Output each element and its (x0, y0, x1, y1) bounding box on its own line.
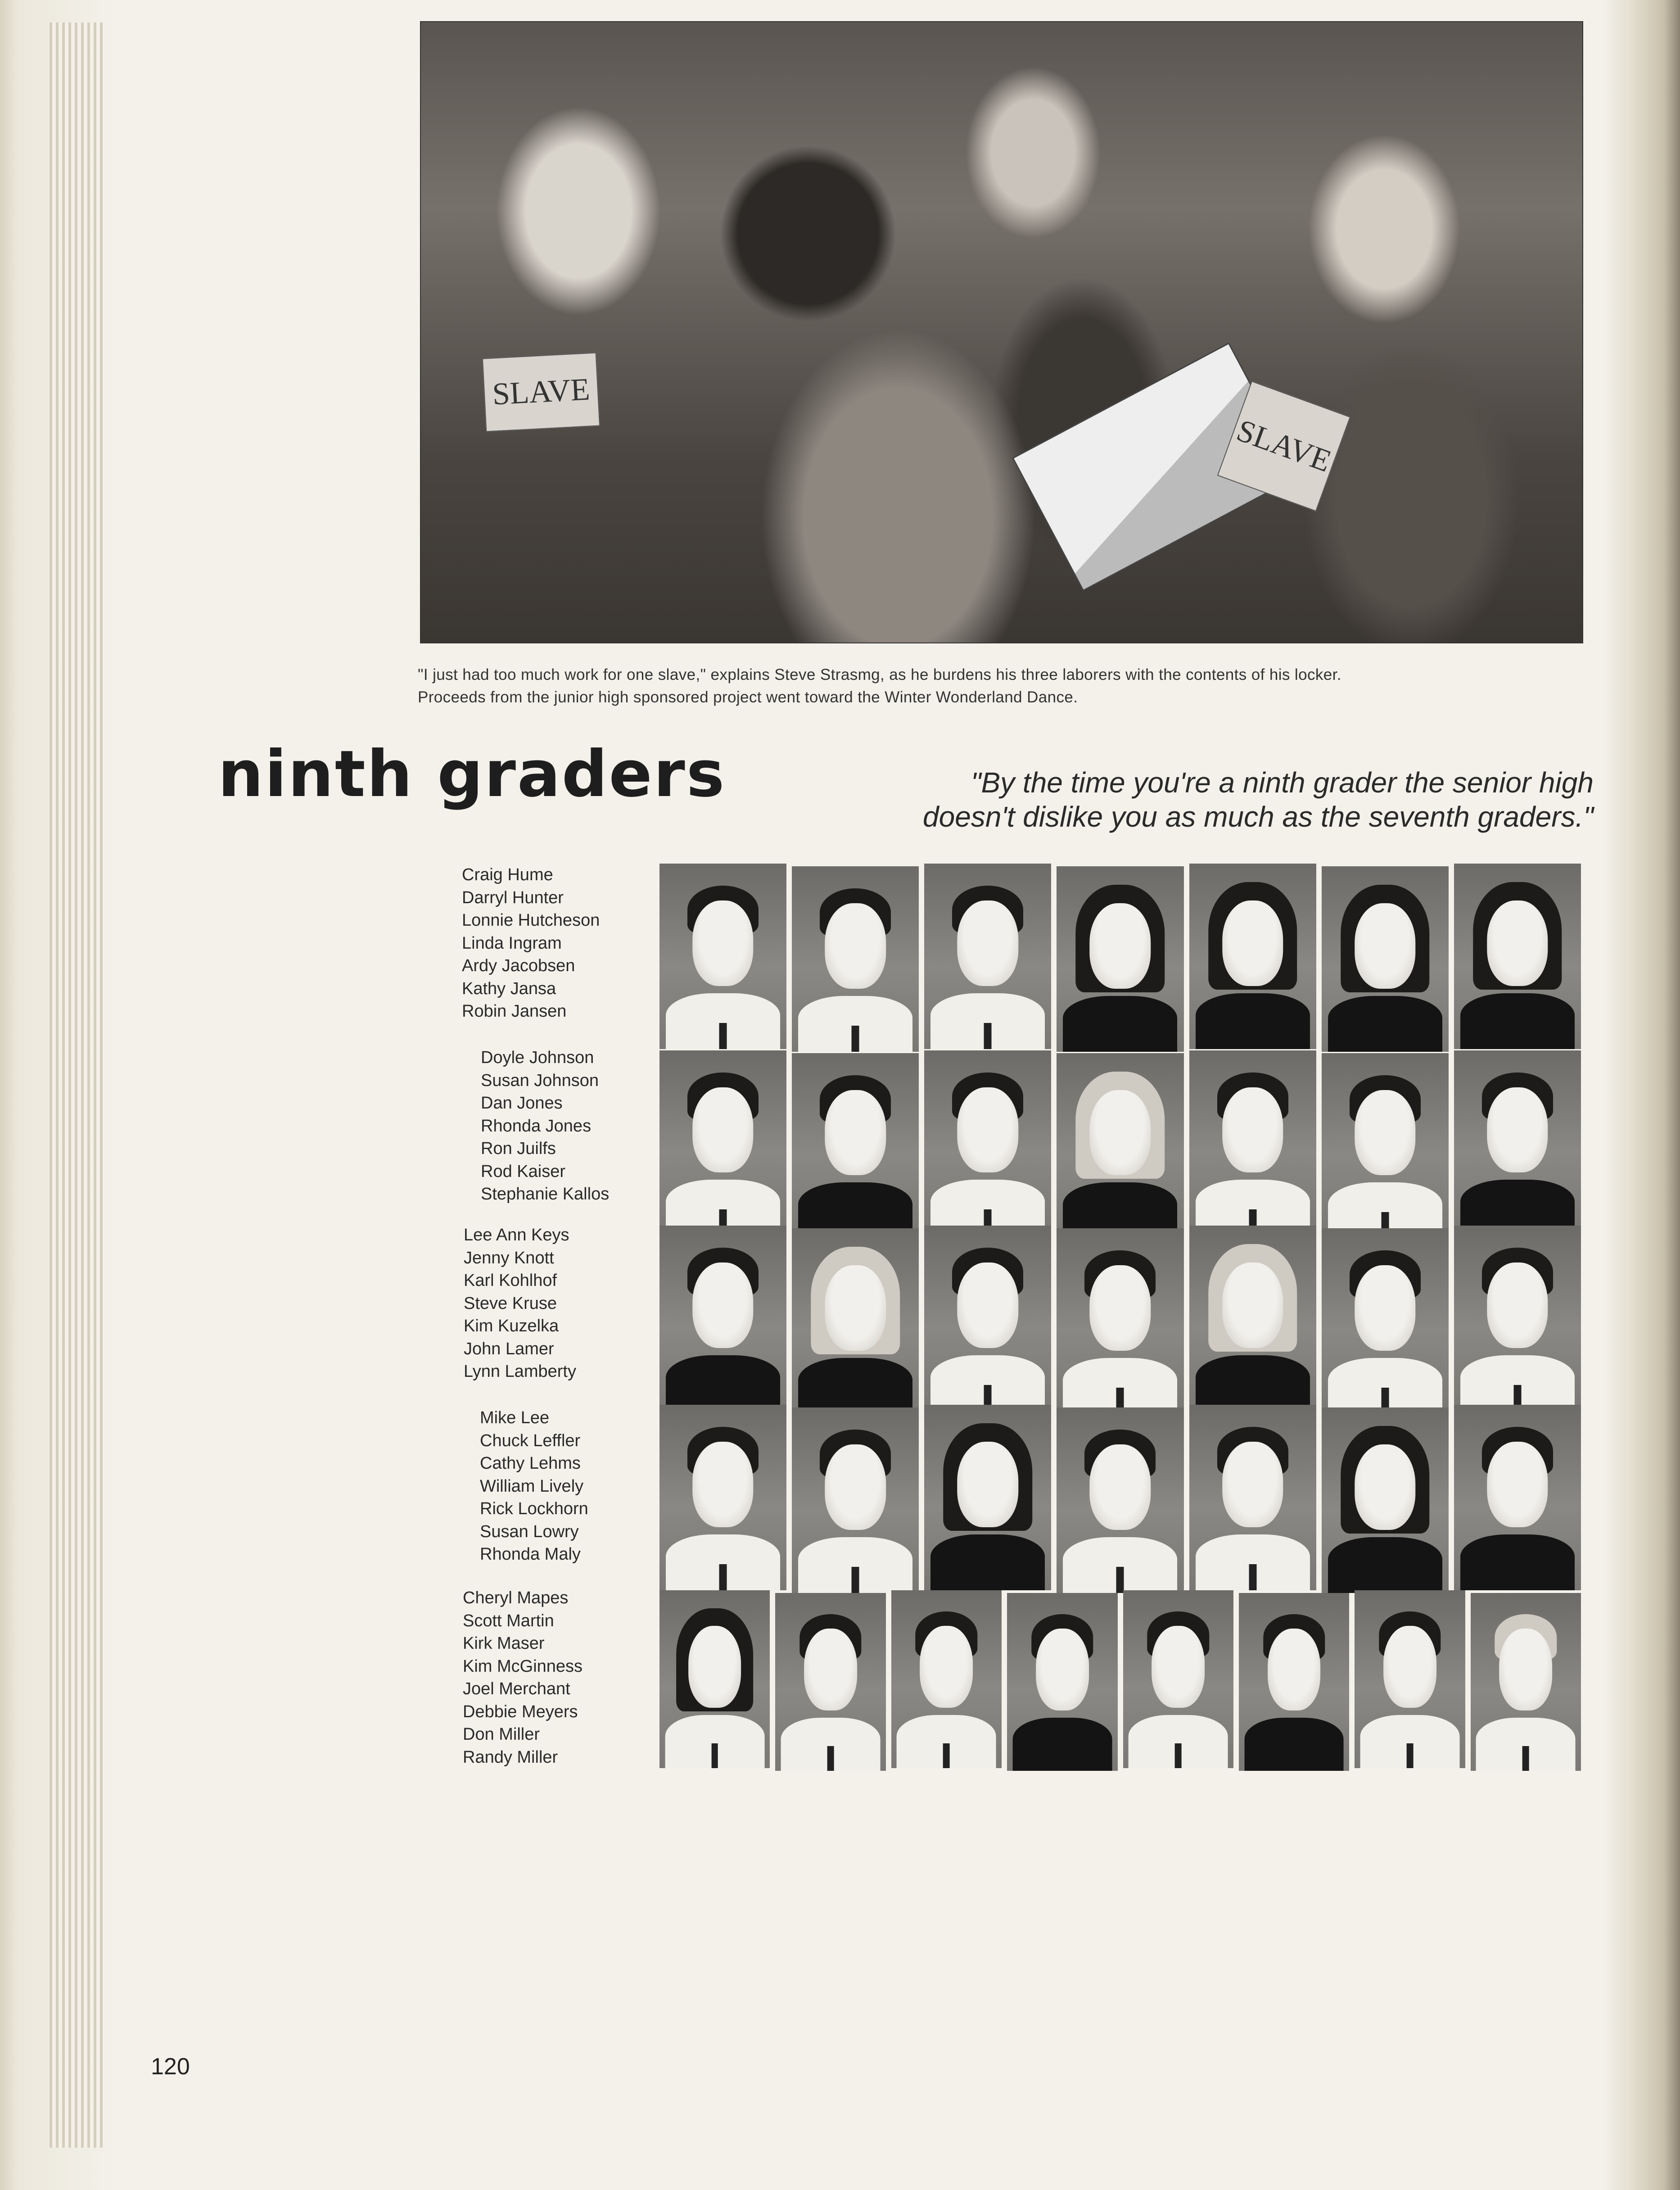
portrait-face (1268, 1629, 1321, 1710)
portrait-body (1460, 1534, 1575, 1590)
portrait-body (798, 1358, 912, 1414)
portrait-face (1090, 1265, 1151, 1351)
portrait-tie (827, 1746, 834, 1771)
portrait-face (825, 1444, 885, 1530)
portrait-body (1196, 993, 1310, 1049)
student-name: Kirk Maser (463, 1634, 545, 1653)
student-portrait (1454, 1226, 1581, 1411)
student-name: Rod Kaiser (481, 1162, 565, 1181)
student-portrait (1355, 1590, 1465, 1768)
student-portrait (1189, 864, 1316, 1049)
portrait-face (957, 1087, 1018, 1172)
portrait-face (1487, 1442, 1548, 1527)
name-list (464, 1224, 671, 1383)
student-portrait (1322, 1053, 1449, 1238)
student-name: Doyle Johnson (481, 1048, 594, 1067)
student-name: Ardy Jacobsen (462, 956, 575, 975)
portrait-tie (711, 1743, 718, 1768)
section-title: ninth graders (218, 737, 726, 811)
student-portrait (891, 1590, 1002, 1768)
student-portrait (659, 1405, 786, 1590)
portrait-body (666, 1355, 780, 1411)
student-name: Dan Jones (481, 1094, 563, 1113)
student-name: Kim Kuzelka (464, 1317, 559, 1335)
student-portrait (1322, 1407, 1449, 1593)
portrait-face (825, 1265, 885, 1351)
student-name: Randy Miller (463, 1747, 558, 1767)
portrait-face (1355, 1265, 1415, 1351)
name-list (480, 1407, 687, 1566)
student-portrait (659, 1050, 786, 1235)
portrait-body (930, 1534, 1045, 1590)
student-name: Cathy Lehms (480, 1454, 581, 1473)
student-portrait (924, 1405, 1051, 1590)
portrait-face (1036, 1629, 1089, 1710)
portrait-tie (852, 1026, 859, 1052)
student-portrait (1189, 1226, 1316, 1411)
student-name: Lonnie Hutcheson (462, 911, 600, 930)
portrait-face (804, 1629, 857, 1710)
student-portrait (792, 1053, 919, 1238)
student-name: Scott Martin (463, 1611, 554, 1630)
student-portrait (1007, 1593, 1117, 1771)
caption-line: Proceeds from the junior high sponsored project went toward the Winter Wonderland Dance. (418, 688, 1078, 706)
portrait-face (920, 1626, 973, 1708)
name-list (463, 1587, 670, 1769)
portrait-face (692, 1087, 753, 1172)
student-portrait (1471, 1593, 1581, 1771)
portrait-face (1487, 900, 1548, 986)
slave-sign: SLAVE (1217, 381, 1351, 512)
student-name: Kathy Jansa (462, 979, 556, 998)
page-binding (50, 23, 104, 2148)
portrait-tie (719, 1023, 727, 1049)
student-portrait (1454, 1405, 1581, 1590)
student-portrait (1322, 1228, 1449, 1414)
student-portrait (1189, 1050, 1316, 1235)
portrait-face (1222, 1262, 1283, 1348)
portrait-face (1090, 1090, 1151, 1175)
portrait-face (957, 1262, 1018, 1348)
student-name: Stephanie Kallos (481, 1185, 610, 1204)
student-portrait (1057, 1053, 1183, 1238)
portrait-face (1152, 1626, 1205, 1708)
portrait-tie (1407, 1743, 1414, 1768)
portrait-face (1487, 1087, 1548, 1172)
student-name: Craig Hume (462, 865, 553, 884)
portrait-tie (1249, 1564, 1256, 1590)
student-name: Rick Lockhorn (480, 1499, 588, 1518)
student-name: Mike Lee (480, 1408, 550, 1427)
portrait-face (1487, 1262, 1548, 1348)
student-portrait (1189, 1405, 1316, 1590)
student-name: Darryl Hunter (462, 888, 564, 907)
portrait-face (1090, 1444, 1151, 1530)
portrait-body (1063, 996, 1178, 1052)
name-list (481, 1046, 688, 1206)
student-name: Rhonda Jones (481, 1116, 592, 1136)
photo-caption (418, 664, 1588, 709)
student-portrait (659, 1590, 770, 1768)
student-name: Robin Jansen (462, 1002, 567, 1021)
quote-line: doesn't dislike you as much as the seventh graders." (923, 801, 1594, 833)
portrait-face (825, 903, 885, 989)
portrait-face (1355, 903, 1415, 989)
portrait-tie (943, 1743, 950, 1768)
student-name: Rhonda Maly (480, 1545, 581, 1564)
quote-line: "By the time you're a ninth grader the senior high (971, 766, 1594, 799)
student-name: Chuck Leffler (480, 1431, 581, 1450)
portrait-tie (1175, 1743, 1182, 1768)
student-portrait (1057, 1407, 1183, 1593)
portrait-tie (1116, 1567, 1124, 1593)
student-portrait (924, 1226, 1051, 1411)
portrait-tie (1522, 1746, 1529, 1771)
student-portrait (659, 864, 786, 1049)
student-name: Jenny Knott (464, 1248, 554, 1267)
page-edge (1626, 0, 1680, 2190)
student-name: Steve Kruse (464, 1294, 557, 1313)
student-portrait (1239, 1593, 1349, 1771)
student-portrait (792, 1407, 919, 1593)
slave-sign: SLAVE (482, 352, 600, 432)
student-name: Joel Merchant (463, 1679, 570, 1698)
feature-photo (420, 21, 1583, 643)
name-list (462, 864, 669, 1023)
portrait-face (957, 900, 1018, 986)
portrait-face (1355, 1090, 1415, 1175)
student-portrait (1123, 1590, 1233, 1768)
student-portrait (1057, 866, 1183, 1052)
portrait-face (1090, 903, 1151, 989)
student-name: William Lively (480, 1476, 584, 1496)
student-portrait (1454, 864, 1581, 1049)
student-portrait (924, 864, 1051, 1049)
student-portrait (792, 1228, 919, 1414)
portrait-body (1460, 993, 1575, 1049)
portrait-face (957, 1442, 1018, 1527)
portrait-face (692, 1262, 753, 1348)
portrait-body (1012, 1718, 1112, 1771)
portrait-face (688, 1626, 741, 1708)
portrait-face (692, 900, 753, 986)
portrait-body (1328, 1537, 1442, 1593)
student-portrait (775, 1593, 885, 1771)
caption-line: "I just had too much work for one slave," explains Steve Strasmg, as he burdens his three laborers with the contents of his locker. (418, 666, 1341, 683)
portrait-tie (984, 1023, 992, 1049)
student-name: Don Miller (463, 1725, 540, 1744)
student-name: Kim McGinness (463, 1656, 583, 1676)
portrait-face (1499, 1629, 1552, 1710)
portrait-face (1222, 900, 1283, 986)
portrait-face (1383, 1626, 1436, 1708)
student-name: Susan Lowry (480, 1522, 579, 1541)
student-name: Lynn Lamberty (464, 1362, 576, 1381)
student-portrait (792, 866, 919, 1052)
portrait-face (692, 1442, 753, 1527)
student-name: Cheryl Mapes (463, 1588, 569, 1607)
page-number: 120 (151, 2054, 190, 2080)
portrait-tie (852, 1567, 859, 1593)
portrait-face (825, 1090, 885, 1175)
student-portrait (924, 1050, 1051, 1235)
student-portrait (1322, 866, 1449, 1052)
portrait-body (1328, 996, 1442, 1052)
student-name: Ron Juilfs (481, 1139, 556, 1158)
student-portrait (1454, 1050, 1581, 1235)
portrait-face (1355, 1444, 1415, 1530)
portrait-face (1222, 1442, 1283, 1527)
portrait-face (1222, 1087, 1283, 1172)
student-name: Lee Ann Keys (464, 1226, 569, 1244)
student-portrait (1057, 1228, 1183, 1414)
student-name: Karl Kohlhof (464, 1271, 557, 1290)
portrait-body (1196, 1355, 1310, 1411)
student-portrait (659, 1226, 786, 1411)
portrait-tie (719, 1564, 727, 1590)
section-quote (783, 765, 1594, 834)
portrait-body (1244, 1718, 1344, 1771)
student-name: John Lamer (464, 1339, 554, 1358)
student-name: Debbie Meyers (463, 1702, 578, 1721)
student-name: Susan Johnson (481, 1071, 599, 1090)
student-name: Linda Ingram (462, 933, 562, 953)
